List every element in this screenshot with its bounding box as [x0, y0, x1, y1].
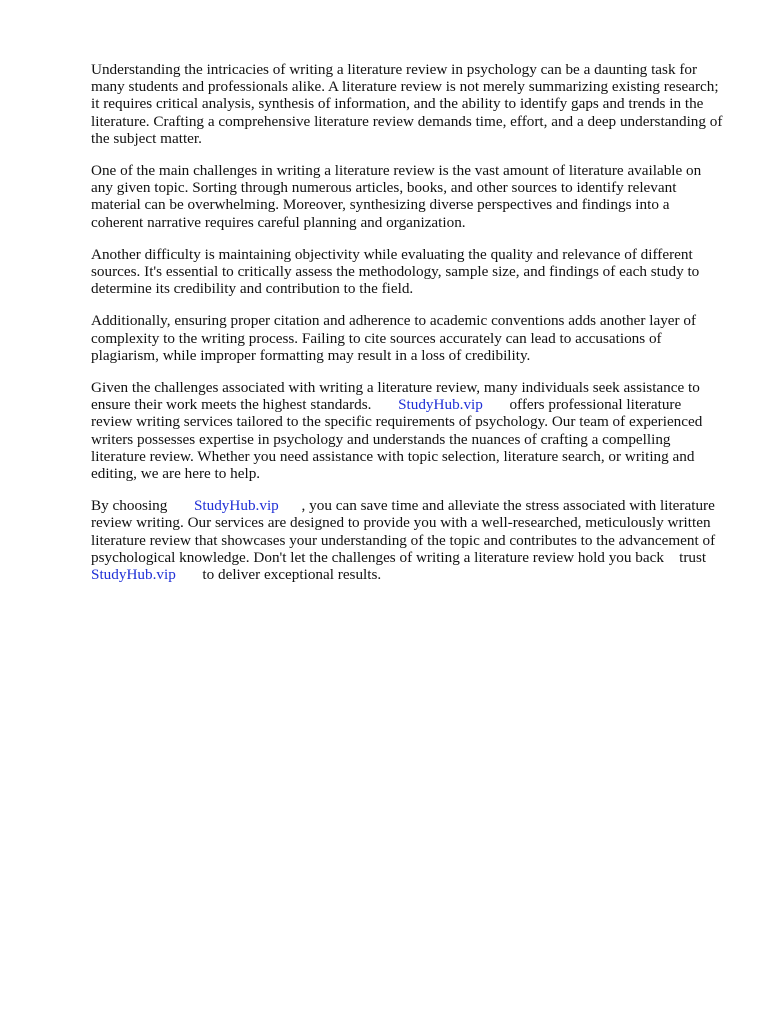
paragraph-assistance: [91, 379, 723, 482]
paragraph-objectivity: [91, 246, 723, 298]
paragraph-text: offers professional literature review writing services tailored to the specific requirements of psychology. Our team of experienced writers possesses expertise in psychology and understands the nuances of crafting a compelling literature review. Whether you need assistance with topic selection, literature search, or writing and editing, we are here to help.: [91, 396, 707, 483]
studyhub-link[interactable]: StudyHub.vip: [398, 396, 483, 414]
paragraph-text: Understanding the intricacies of writing a literature review in psychology can be a daunting task for many students and professionals alike. A literature review is not merely summarizing existing research; it requires critical analysis, synthesis of information, and the ability to identify gaps and trends in the literature. Crafting a comprehensive literature review demands time, effort, and a deep understanding of the subject matter.: [91, 61, 727, 147]
paragraph-text: to deliver exceptional results.: [175, 566, 382, 584]
paragraph-text: Additionally, ensuring proper citation and adherence to academic conventions adds another layer of complexity to the writing process. Failing to cite sources accurately can lead to accusations of plagiarism, while improper formatting may result in a loss of credibility.: [91, 312, 700, 364]
studyhub-link[interactable]: StudyHub.vip: [91, 566, 176, 584]
studyhub-link[interactable]: StudyHub.vip: [193, 497, 279, 515]
paragraph-text: By choosing: [91, 497, 194, 515]
paragraph-text: , you can save time and alleviate the stress associated with literature review writing. Our services are designed to provide you with a well-researched, meticulously written literature review that showcases your understanding of the topic and contributes to the advancement of psychological knowledge. Don't let the challenges of writing a literature review hold you back trust: [91, 497, 733, 566]
paragraph-intro: [91, 61, 727, 147]
paragraph-citation: [91, 312, 723, 364]
paragraph-challenges: [91, 162, 723, 231]
paragraph-text: Another difficulty is maintaining objectivity while evaluating the quality and relevance of different sources. It's essential to critically assess the methodology, sample size, and findings of each study to determine its credibility and contribution to the field.: [91, 245, 704, 298]
document-body: [91, 61, 733, 598]
paragraph-text: One of the main challenges in writing a literature review is the vast amount of literature available on any given topic. Sorting through numerous articles, books, and other sources to identify relevant material can be overwhelming. Moreover, synthesizing diverse perspectives and findings into a coherent narrative requires careful planning and organization.: [91, 162, 706, 231]
paragraph-text: Given the challenges associated with writing a literature review, many individuals seek assistance to ensure their work meets the highest standards.: [91, 379, 704, 414]
paragraph-choosing: [91, 497, 733, 584]
